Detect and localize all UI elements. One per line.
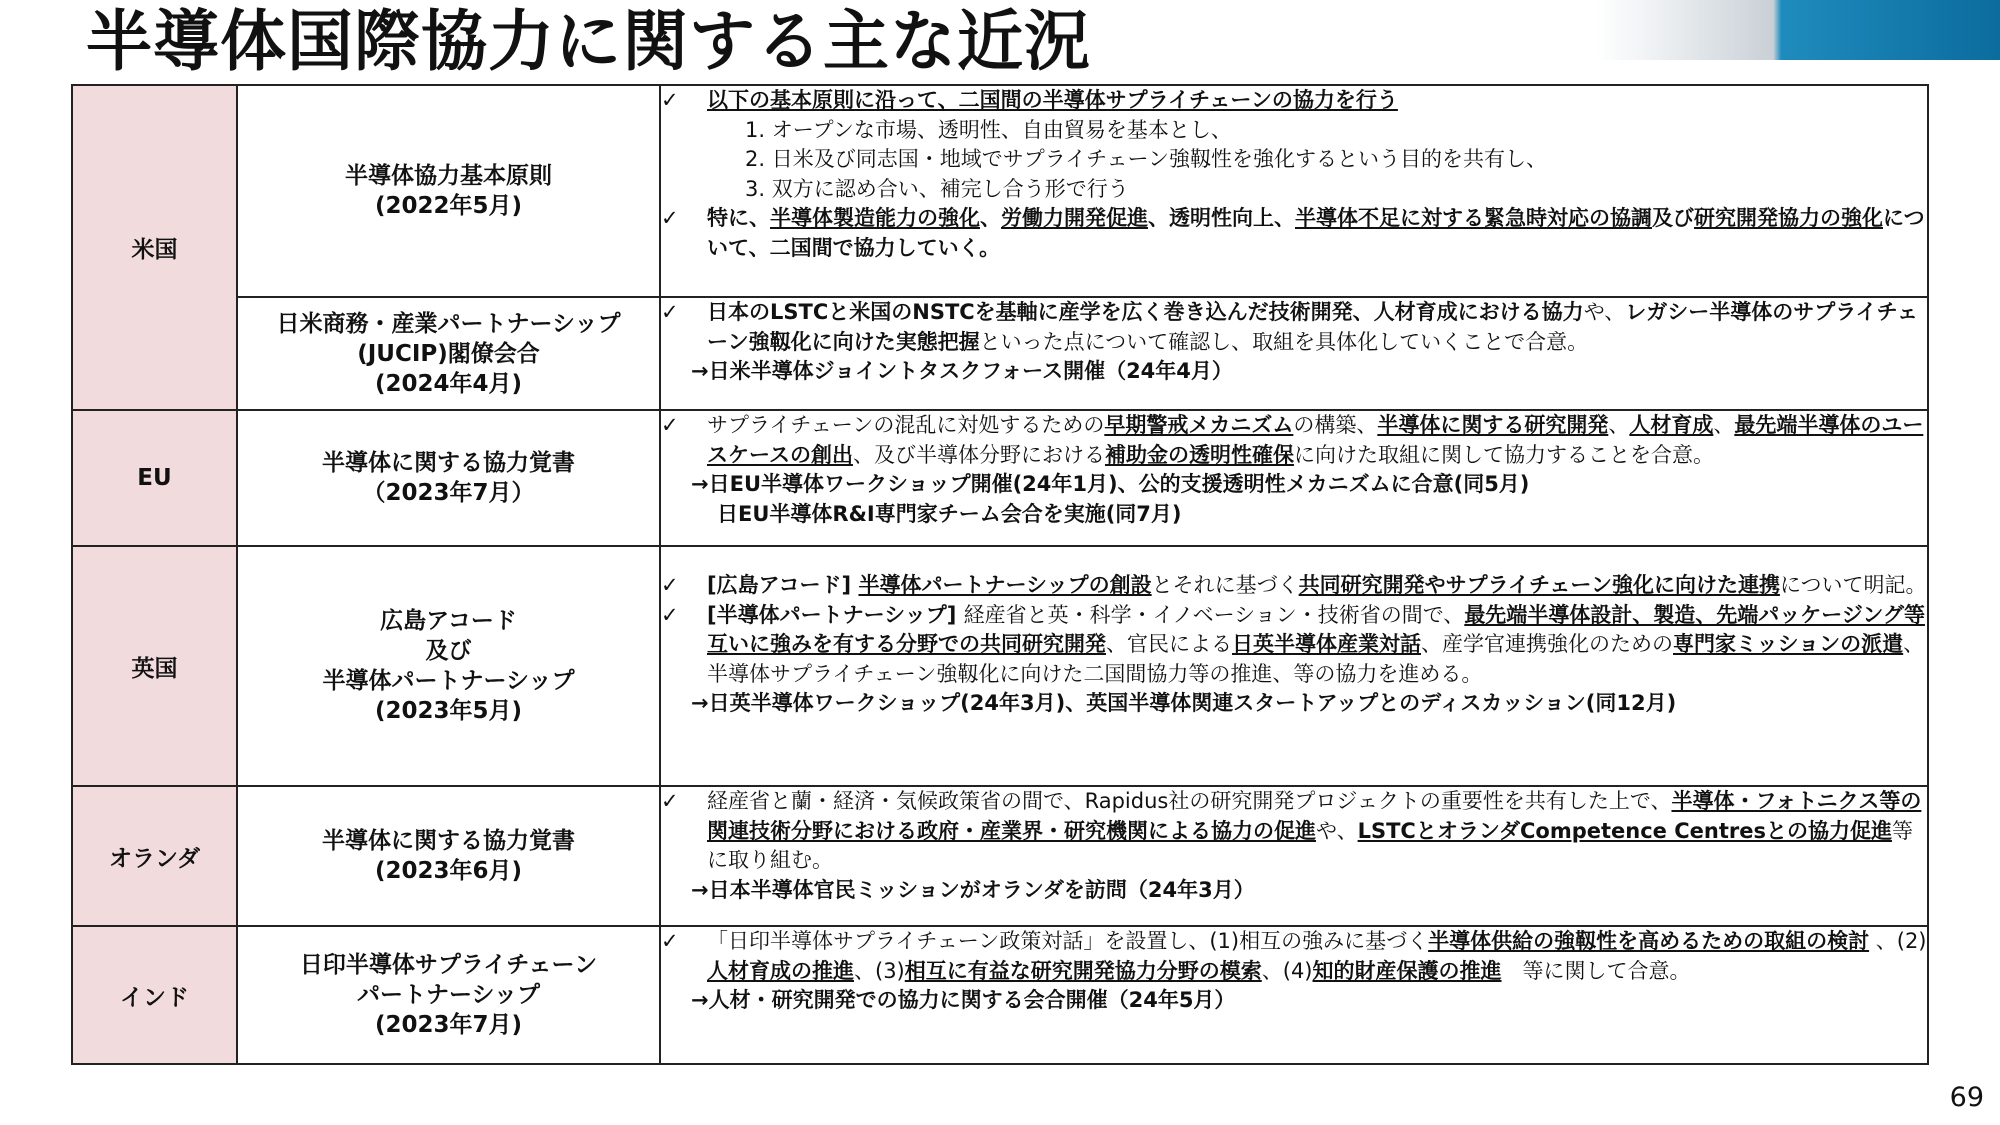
checkmark-icon: ✓ xyxy=(661,929,679,953)
agreement-date: (2023年6月) xyxy=(374,858,523,884)
agreement-name: パートナーシップ xyxy=(356,982,541,1008)
checkmark-icon: ✓ xyxy=(661,413,679,437)
content-cell xyxy=(660,297,1928,410)
table-row xyxy=(72,786,1928,926)
cooperation-table xyxy=(71,84,1929,1065)
agreement-name: (JUCIP)閣僚会合 xyxy=(357,340,540,367)
table-row xyxy=(72,297,1928,410)
checkmark-icon: ✓ xyxy=(661,789,679,813)
table-row xyxy=(72,410,1928,546)
country-cell-us: 米国 xyxy=(72,85,237,410)
agreement-date: (2022年5月) xyxy=(374,193,523,219)
country-cell-in: インド xyxy=(72,926,237,1064)
agreement-name: 及び xyxy=(425,638,472,664)
agreement-cell xyxy=(237,85,660,297)
agreement-name: 広島アコード xyxy=(380,608,517,634)
outcome-line: 日EU半導体R&I専門家チーム会合を実施(同7月) xyxy=(717,501,1182,526)
content-cell xyxy=(660,85,1928,297)
country-cell-uk: 英国 xyxy=(72,546,237,786)
checkmark-icon: ✓ xyxy=(661,602,679,627)
list-item: ✓ 特に、半導体製造能力の強化、労働力開発促進、透明性向上、半導体不足に対する緊急時対応の協調及び研究開発協力の強化について、二国間で協力していく。 xyxy=(661,206,1925,260)
outcome-line: →人材・研究開発での協力に関する会合開催（24年5月） xyxy=(691,988,1236,1012)
country-cell-nl: オランダ xyxy=(72,786,237,926)
page-title: 半導体国際協力に関する主な近況 xyxy=(86,3,1091,80)
outcome-line: →日英半導体ワークショップ(24年3月)、英国半導体関連スタートアップとのディスカッション(同12月) xyxy=(691,691,1677,715)
content-cell xyxy=(660,546,1928,786)
agreement-name: 日印半導体サプライチェーン xyxy=(299,952,598,978)
agreement-date: (2024年4月) xyxy=(374,370,523,397)
table-row xyxy=(72,85,1928,297)
checkmark-icon: ✓ xyxy=(661,88,679,112)
agreement-cell xyxy=(237,410,660,546)
outcome-line: →日本半導体官民ミッションがオランダを訪問（24年3月） xyxy=(691,877,1255,902)
agreement-name: 半導体に関する協力覚書 xyxy=(322,450,575,476)
list-item: ✓ 日本のLSTCと米国のNSTCを基軸に産学を広く巻き込んだ技術開発、人材育成における協力や、レガシー半導体のサプライチェーン強靱化に向けた実態把握といった点について確認し、取組を具体化していくことで合意。 xyxy=(661,300,1919,354)
page-number: 69 xyxy=(1949,1082,1984,1113)
checkmark-icon: ✓ xyxy=(661,206,679,230)
list-item: ✓ サプライチェーンの混乱に対処するための早期警戒メカニズムの構築、半導体に関する研究開発、人材育成、最先端半導体のユースケースの創出、及び半導体分野における補助金の透明性確保に向けた取組に関して協力することを合意。 xyxy=(661,413,1924,467)
list-item: ✓ [半導体パートナーシップ] 経産省と英・科学・イノベーション・技術省の間で、最先端半導体設計、製造、先端パッケージング等互いに強みを有する分野での共同研究開発、官民による日英半導体産業対話、産学官連携強化のための専門家ミッションの派遣、半導体サプライチェーン強靱化に向けた二国間協力等の推進、等の協力を進める。 xyxy=(661,602,1925,686)
content-cell xyxy=(660,786,1928,926)
table-row xyxy=(72,926,1928,1064)
agreement-date: （2023年7月） xyxy=(362,480,535,506)
list-item: ✓ 以下の基本原則に沿って、二国間の半導体サプライチェーンの協力を行う xyxy=(661,86,1927,116)
agreement-date: (2023年5月) xyxy=(374,698,523,724)
agreement-name: 半導体協力基本原則 xyxy=(345,163,552,189)
agreement-cell xyxy=(237,786,660,926)
content-cell xyxy=(660,410,1928,546)
checkmark-icon: ✓ xyxy=(661,573,679,597)
list-item: ✓ 「日印半導体サプライチェーン政策対話」を設置し、(1)相互の強みに基づく半導体供給の強靱性を高めるための取組の検討 、(2)人材育成の推進、(3)相互に有益な研究開発協力分野の模索、(4)知的財産保護の推進 等に関して合意。 xyxy=(661,929,1927,983)
outcome-line: →日米半導体ジョイントタスクフォース開催（24年4月） xyxy=(691,359,1233,383)
agreement-name: 日米商務・産業パートナーシップ xyxy=(276,310,621,337)
checkmark-icon: ✓ xyxy=(661,300,679,324)
agreement-cell xyxy=(237,297,660,410)
agreement-cell xyxy=(237,546,660,786)
agreement-name: 半導体に関する協力覚書 xyxy=(322,828,575,854)
list-item: ✓ 経産省と蘭・経済・気候政策省の間で、Rapidus社の研究開発プロジェクトの重要性を共有した上で、半導体・フォトニクス等の関連技術分野における政府・産業界・研究機関による協力の促進や、LSTCとオランダCompetence Centresとの協力促進等に取り組む。 xyxy=(661,789,1922,872)
outcome-line: →日EU半導体ワークショップ開催(24年1月)、公的支援透明性メカニズムに合意(同5月) xyxy=(691,472,1530,496)
corner-accent-bar xyxy=(1595,0,2000,60)
principle-item: 2. 日米及び同志国・地域でサプライチェーン強靱性を強化するという目的を共有し、 xyxy=(745,147,1548,171)
agreement-date: (2023年7月) xyxy=(374,1012,523,1038)
principle-item: 1. オープンな市場、透明性、自由貿易を基本とし、 xyxy=(745,117,1232,142)
list-item: ✓ [広島アコード] 半導体パートナーシップの創設とそれに基づく共同研究開発やサプライチェーン強化に向けた連携について明記。 xyxy=(661,571,1927,601)
agreement-cell xyxy=(237,926,660,1064)
agreement-name: 半導体パートナーシップ xyxy=(322,668,575,694)
table-row xyxy=(72,546,1928,786)
principle-item: 3. 双方に認め合い、補完し合う形で行う xyxy=(745,176,1129,201)
country-cell-eu: EU xyxy=(72,410,237,546)
content-cell xyxy=(660,926,1928,1064)
